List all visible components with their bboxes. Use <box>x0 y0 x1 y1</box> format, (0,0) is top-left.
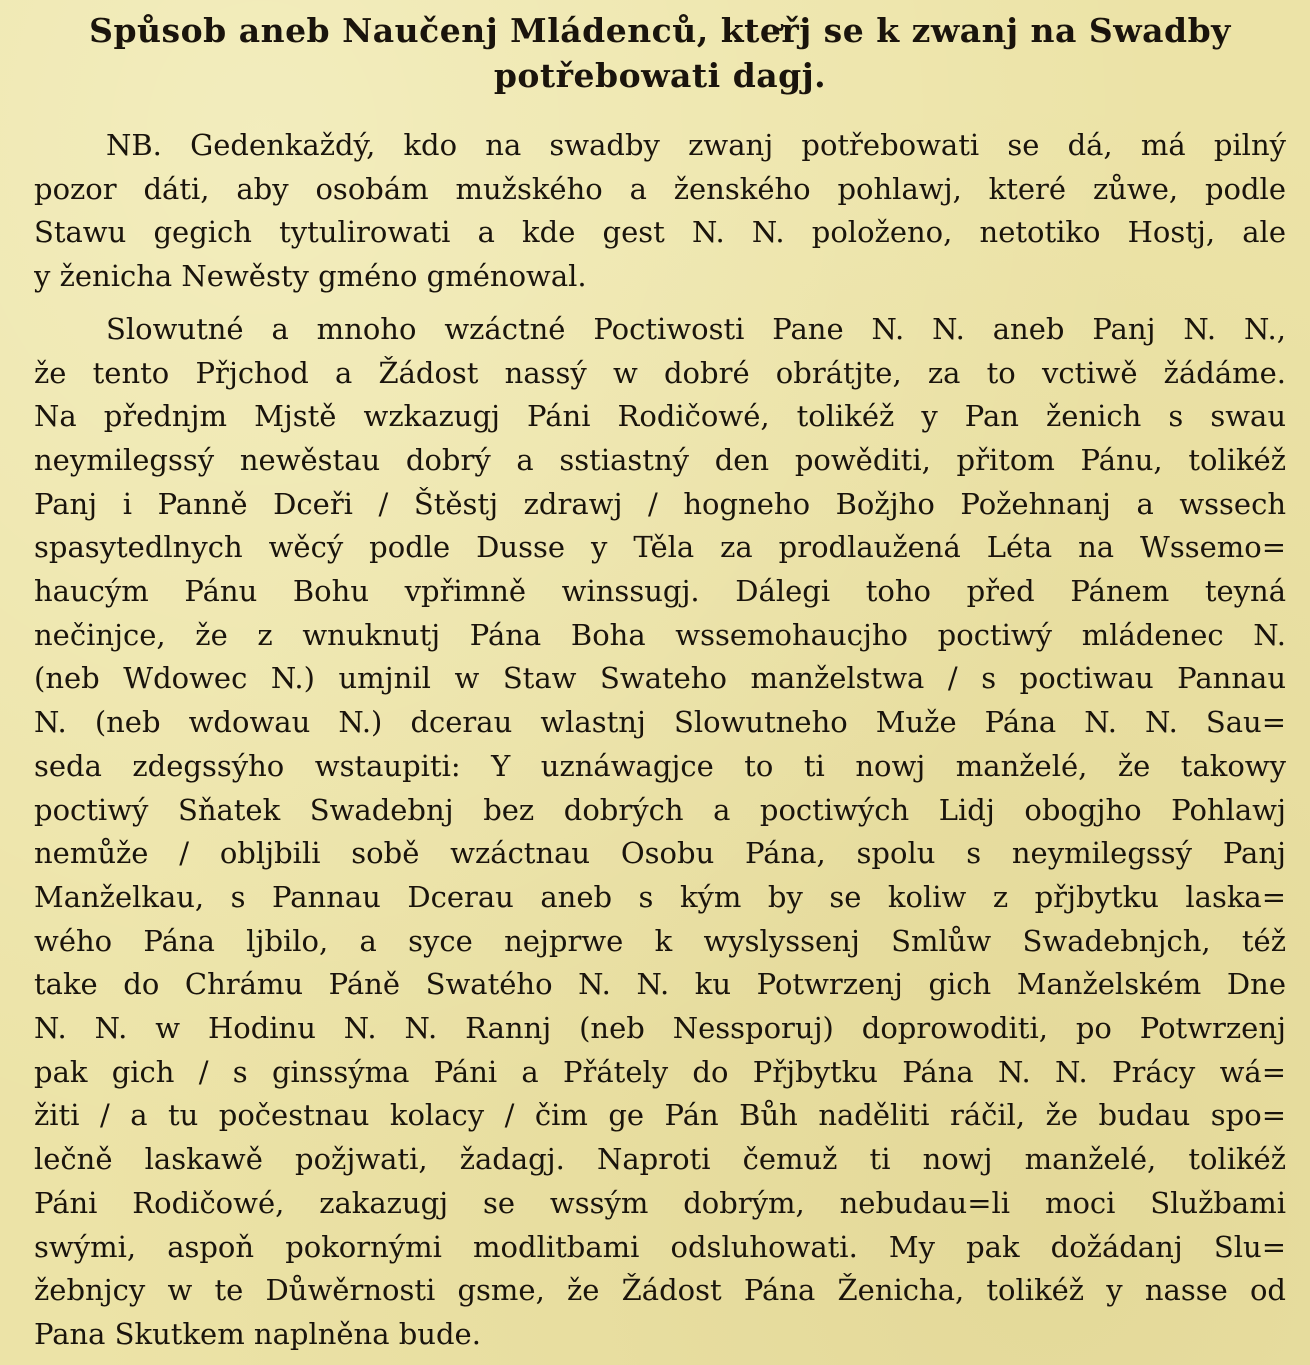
note-line: y ženicha Newěsty gméno gménowal. <box>34 259 587 294</box>
body-line: žebnjcy w te Důwěrnosti gsme, že Žádost Pána Ženicha, tolikéž y nasse od <box>34 1273 1286 1308</box>
body-line: N. N. w Hodinu N. N. Rannj (neb Nessporuj) doprowoditi, po Potwrzenj <box>34 1011 1286 1046</box>
body-line: spasytedlnych wěcý podle Dusse y Těla za prodlaužená Léta na Wssemo= <box>34 530 1286 565</box>
body-line: poctiwý Sňatek Swadebnj bez dobrých a poctiwých Lidj obogjho Pohlawj <box>34 792 1286 827</box>
title-line-1: Spůsob aneb Naučenj Mládenců, kte̛řj se k zwanj na Swadby <box>89 11 1231 50</box>
note-line: Stawu gegich tytulirowati a kde gest N. N. položeno, netotiko Hostj, ale <box>34 215 1286 250</box>
paragraph-gap <box>34 299 1286 308</box>
body-line: žiti / a tu počestnau kolacy / čim ge Pán Bůh naděliti ráčil, že budau spo= <box>34 1098 1286 1133</box>
body-line: swými, aspoň pokornými modlitbami odsluhowati. My pak dožádanj Slu= <box>34 1229 1286 1264</box>
body-line: nemůže / obljbili sobě wzáctnau Osobu Pána, spolu s neymilegssý Panj <box>34 836 1286 871</box>
body-line: lečně laskawě požjwati, žadagj. Naproti čemuž ti nowj manželé, tolikéž <box>34 1142 1286 1177</box>
body-line: (neb Wdowec N.) umjnil w Staw Swateho manželstwa / s poctiwau Pannau <box>34 661 1286 696</box>
body-line: seda zdegssýho wstaupiti: Y uznáwagjce to ti nowj manželé, že takowy <box>34 748 1286 783</box>
body-line: pak gich / s ginssýma Páni a Přátely do Přjbytku Pána N. N. Prácy wá= <box>34 1054 1286 1089</box>
body-line: Páni Rodičowé, zakazugj se wssým dobrým, nebudau=li moci Službami <box>34 1185 1286 1220</box>
body-line: wého Pána ljbilo, a syce nejprwe k wyslyssenj Smlůw Swadebnjch, též <box>34 923 1286 958</box>
title-line-2: potřebowati dagj. <box>493 56 827 95</box>
body-line: nečinjce, že z wnuknutj Pána Boha wssemohaucjho poctiwý mládenec N. <box>34 617 1286 652</box>
body-line: neymilegssý newěstau dobrý a sstiastný den powěditi, přitom Pánu, tolikéž <box>34 442 1286 477</box>
document-title <box>34 8 1286 98</box>
body-line: N. (neb wdowau N.) dcerau wlastnj Slowutneho Muže Pána N. N. Sau= <box>34 705 1286 740</box>
body-paragraph <box>34 308 1286 1357</box>
note-line: pozor dáti, aby osobám mužského a ženského pohlawj, které zůwe, podle <box>34 171 1286 206</box>
note-paragraph <box>34 124 1286 299</box>
body-line: Pana Skutkem naplněna bude. <box>34 1316 481 1351</box>
body-line: take do Chrámu Páně Swatého N. N. ku Potwrzenj gich Manželském Dne <box>34 967 1286 1002</box>
body-line: Manželkau, s Pannau Dcerau aneb s kým by se koliw z přjbytku laska= <box>34 879 1286 914</box>
body-line: Na přednjm Mjstě wzkazugj Páni Rodičowé, tolikéž y Pan ženich s swau <box>34 399 1286 434</box>
body-line: Slowutné a mnoho wzáctné Poctiwosti Pane N. N. aneb Panj N. N., <box>106 311 1286 346</box>
body-line: haucým Pánu Bohu vpřimně winssugj. Dálegi toho před Pánem teyná <box>34 574 1286 609</box>
body-line: Panj i Panně Dceři / Štěstj zdrawj / hogneho Božjho Požehnanj a wssech <box>34 486 1286 521</box>
note-line: NB. Gedenkaždý, kdo na swadby zwanj potřebowati se dá, má pilný <box>106 128 1286 162</box>
body-line: že tento Přjchod a Žádost nassý w dobré obrátjte, za to vctiwě žádáme. <box>34 355 1286 390</box>
